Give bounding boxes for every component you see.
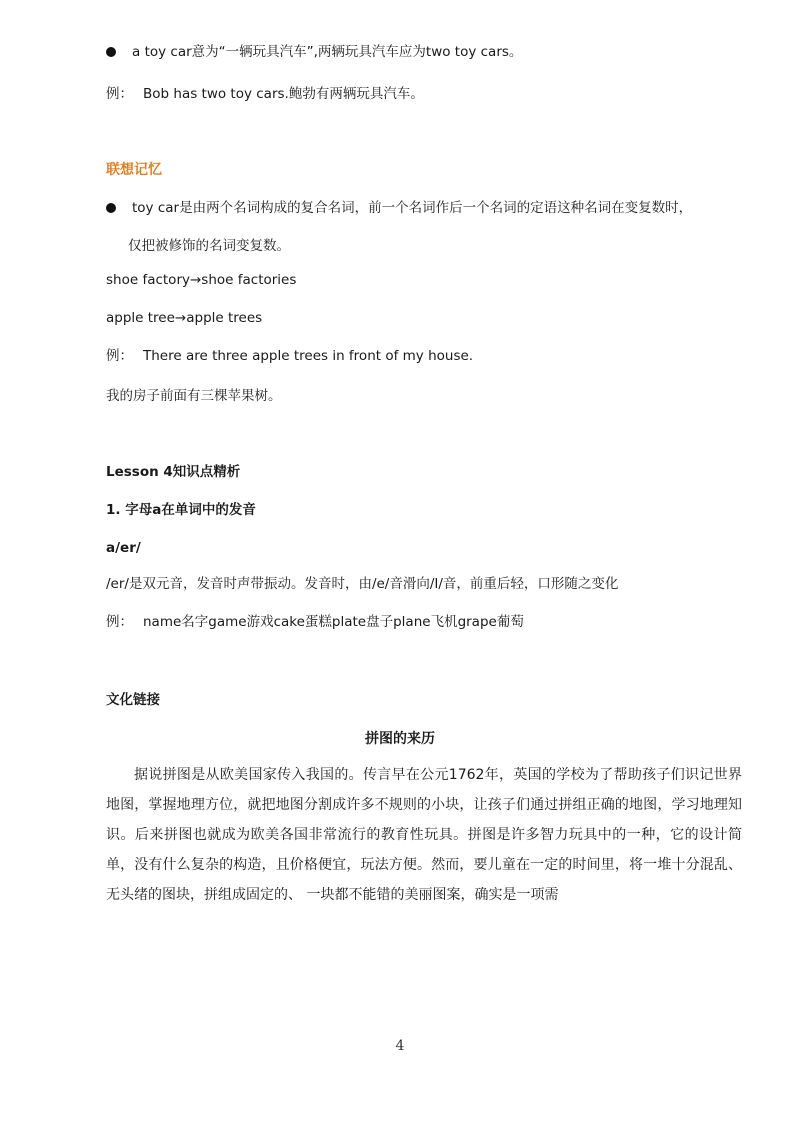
plural-pair-apple-tree: apple tree→apple trees (106, 310, 263, 326)
association-heading: 联想记忆 (106, 162, 162, 178)
bullet-item-compound-noun (106, 198, 740, 218)
bullet-text: a toy car意为“一辆玩具汽车”,两辆玩具汽车应为two toy cars。 (132, 44, 523, 60)
bullet-text: toy car是由两个名词构成的复合名词，前一个名词作后一个名词的定语这种名词在变复数时， (132, 200, 693, 216)
bullet-dot-icon (106, 47, 116, 57)
bullet-dot-icon (106, 203, 116, 213)
example-text: There are three apple trees in front of my house. (143, 348, 474, 364)
example-label: 例： (106, 614, 133, 630)
page-number: 4 (395, 1038, 405, 1054)
example-translation: 我的房子前面有三棵苹果树。 (106, 388, 282, 404)
plural-pair-shoe-factory: shoe factory→shoe factories (106, 272, 297, 288)
article-title: 拼图的来历 (365, 731, 435, 747)
example-line (106, 84, 740, 104)
article-paragraph: 据说拼图是从欧美国家传入我国的。传言早在公元1762年，英国的学校为了帮助孩子们识记世界地图，掌握地理方位，就把地图分割成许多不规则的小块，让孩子们通过拼组正确的地图，学习地理知识。后来拼图也就成为欧美各国非常流行的教育性玩具。拼图是许多智力玩具中的一种，它的设计简单，没有什么复杂的构造，且价格便宜，玩法方便。然而，要儿童在一定的时间里，将一堆十分混乱、无头绪的图块，拼组成固定的、 一块都不能错的美丽图案，确实是一项需 (106, 767, 742, 903)
lesson-point-1: 1. 字母a在单词中的发音 (106, 502, 256, 518)
culture-heading: 文化链接 (106, 692, 160, 708)
bullet-text-continued: 仅把被修饰的名词变复数。 (128, 238, 290, 254)
lesson-title: Lesson 4知识点精析 (106, 464, 241, 480)
example-label: 例： (106, 86, 133, 102)
example-text: name名字game游戏cake蛋糕plate盘子plane飞机grape葡萄 (143, 614, 524, 630)
example-line (106, 612, 740, 632)
example-line (106, 346, 740, 366)
phonetic-description: /er/是双元音，发音时声带振动。发音时，由/e/音滑向/I/音，前重后轻，口形随之变化 (106, 576, 619, 592)
phonetic-symbol: a/er/ (106, 540, 141, 556)
example-text: Bob has two toy cars.鲍勃有两辆玩具汽车。 (143, 86, 424, 102)
bullet-item-toy-car (106, 42, 740, 62)
example-label: 例： (106, 348, 133, 364)
